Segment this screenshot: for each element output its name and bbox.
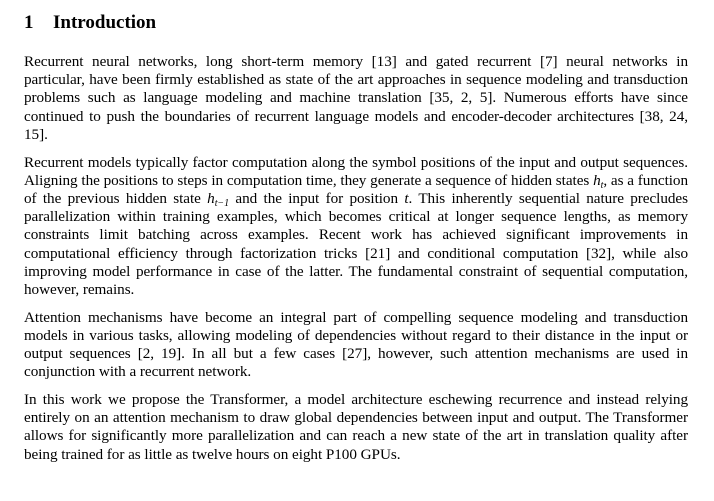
paragraph-4 bbox=[24, 391, 688, 464]
math-sub-t-minus-1: t−1 bbox=[214, 197, 230, 209]
section-number: 1 bbox=[24, 12, 34, 33]
math-var-h2: h bbox=[207, 189, 215, 207]
paper-page bbox=[24, 12, 688, 473]
paragraph-3 bbox=[24, 309, 688, 382]
section-heading bbox=[24, 12, 688, 34]
paragraph-4-text: In this work we propose the Transformer, a model architecture eschewing recurrence and instead relying entirely on an attention mechanism to draw global dependencies between input and output. The Transformer allows for significantly more parallelization and can reach a new state of the art in translation quality after being trained for as little as twelve hours on eight P100 GPUs. bbox=[24, 390, 688, 463]
math-var-t: t bbox=[404, 189, 409, 207]
math-h-t bbox=[593, 172, 603, 189]
paragraph-2 bbox=[24, 154, 688, 300]
math-var-h: h bbox=[593, 171, 601, 189]
paragraph-2-text-d: . This inherently sequential nature precludes parallelization within training examples, which becomes critical at longer sequence lengths, as memory constraints limit batching across examples. Recent work has achieved significant improvements in computational efficiency through factorization tricks [21] and conditional computation [32], while also improving model performance in case of the latter. The fundamental constraint of sequential computation, however, remains. bbox=[24, 189, 688, 298]
paragraph-2-text-a: Recurrent models typically factor computation along the symbol positions of the input and output sequences. Aligning the positions to steps in computation time, they generate a sequence of hidden states bbox=[24, 153, 688, 189]
paragraph-2-text-c: and the input for position bbox=[229, 189, 405, 207]
paragraph-2-text-b: , as a function of the previous hidden state bbox=[24, 171, 688, 207]
paragraph-3-text: Attention mechanisms have become an integral part of compelling sequence modeling and transduction models in various tasks, allowing modeling of dependencies without regard to their distance in the input or output sequences [2, 19]. In all but a few cases [27], however, such attention mechanisms are used in conjunction with a recurrent network. bbox=[24, 308, 688, 381]
paragraph-1-text: Recurrent neural networks, long short-term memory [13] and gated recurrent [7] neural networks in particular, have been firmly established as state of the art approaches in sequence modeling and transduction problems such as language modeling and machine translation [35, 2, 5]. Numerous efforts have since continued to push the boundaries of recurrent language models and encoder-decoder architectures [38, 24, 15]. bbox=[24, 53, 688, 143]
section-title: Introduction bbox=[53, 12, 157, 33]
paragraph-1 bbox=[24, 53, 688, 144]
math-sub-t: t bbox=[600, 179, 604, 191]
math-h-t-minus-1 bbox=[207, 190, 229, 207]
